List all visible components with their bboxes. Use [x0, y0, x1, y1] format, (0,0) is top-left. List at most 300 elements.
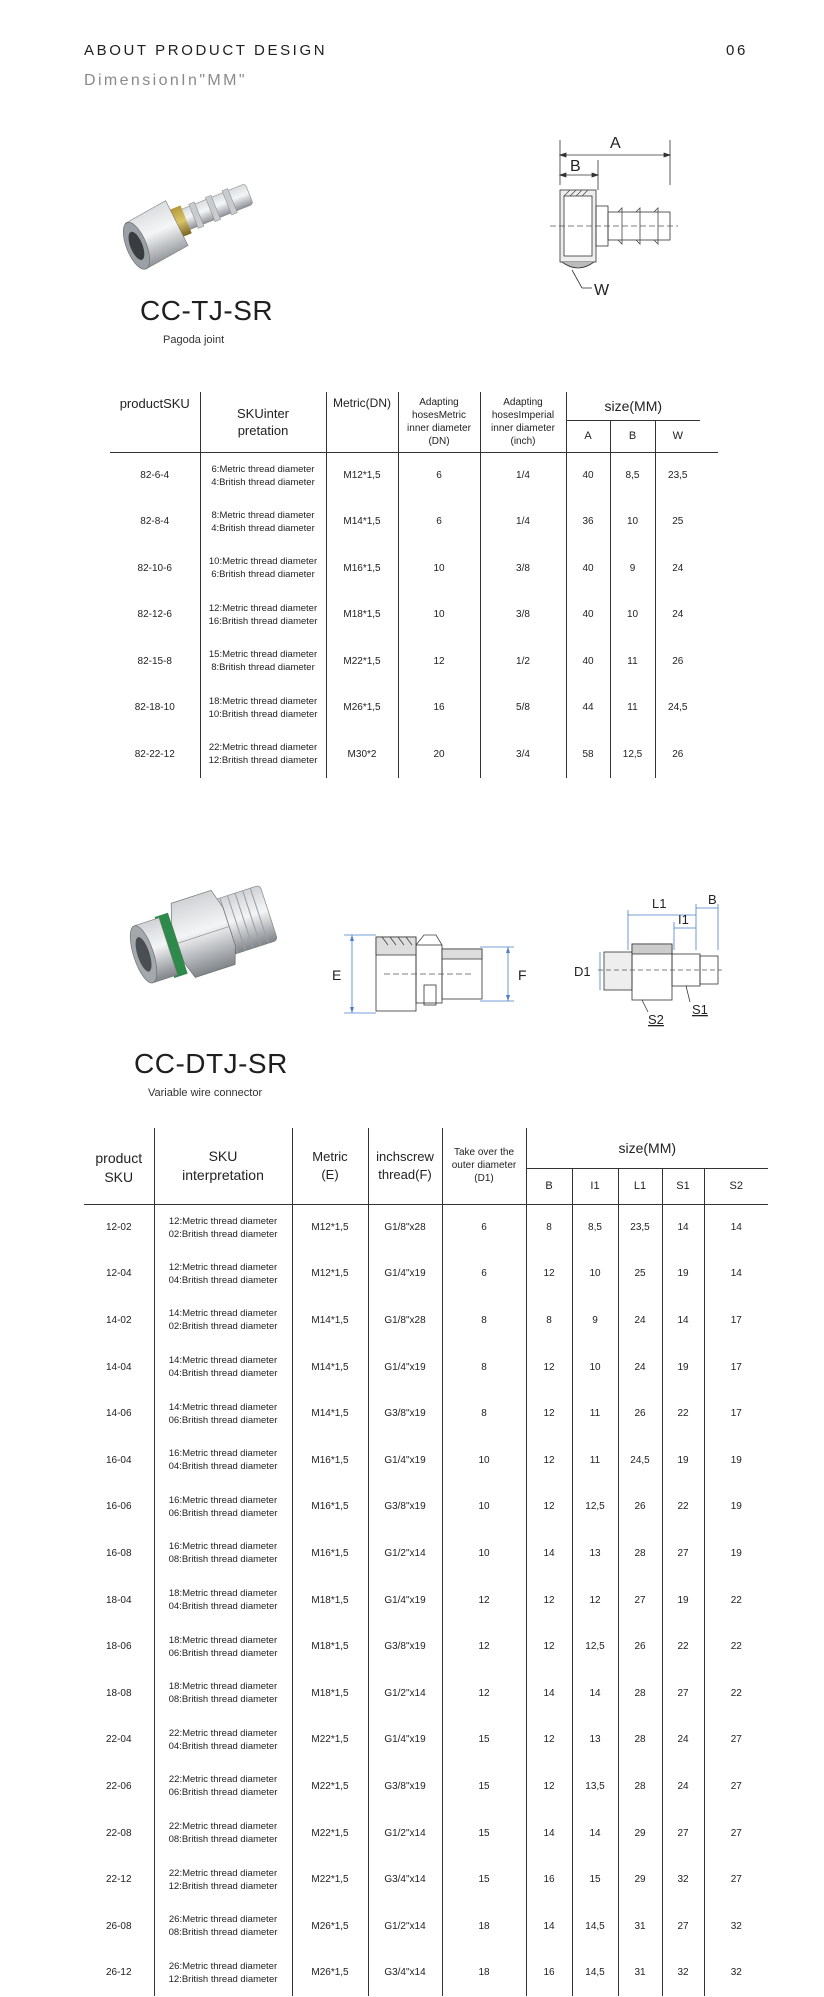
i1-cell: 11 — [572, 1437, 618, 1484]
l1-cell: 31 — [618, 1950, 662, 1997]
inch-thread-cell: G1/8"x28 — [368, 1204, 442, 1251]
b-cell: 8 — [526, 1204, 572, 1251]
inch-cell: 1/2 — [480, 638, 566, 685]
table-row — [110, 638, 718, 685]
inch-thread-cell: G1/8"x28 — [368, 1297, 442, 1344]
interp-line-2: 02:British thread diameter — [168, 1321, 278, 1333]
interp-line-2: 08:British thread diameter — [168, 1834, 278, 1846]
d1-cell: 6 — [442, 1251, 526, 1298]
dim-label-a: A — [610, 135, 621, 152]
col-header-metric-hose: Adapting hosesMetric inner diameter (DN) — [398, 392, 480, 452]
b-cell: 11 — [610, 638, 655, 685]
sku-cell: 26-08 — [105, 1920, 132, 1932]
i1-cell: 11 — [572, 1390, 618, 1437]
interp-line-1: 18:Metric thread diameter — [168, 1634, 278, 1646]
interp-cell — [154, 1484, 292, 1531]
b-cell: 12 — [526, 1484, 572, 1531]
sku-cell: 22-06 — [105, 1780, 132, 1792]
b-cell: 14 — [526, 1903, 572, 1950]
interp-line-1: 22:Metric thread diameter — [168, 1727, 278, 1739]
s2-cell: 19 — [704, 1437, 768, 1484]
d1-cell: 15 — [442, 1810, 526, 1857]
product1-name: CC-TJ-SR — [140, 295, 274, 326]
s2-cell: 19 — [704, 1484, 768, 1531]
sku-cell: 16-08 — [105, 1547, 132, 1559]
interp-line-1: 14:Metric thread diameter — [168, 1401, 278, 1413]
sku-cell: 14-06 — [105, 1408, 132, 1420]
l1-cell: 28 — [618, 1763, 662, 1810]
inch-thread-cell: G1/4"x19 — [368, 1344, 442, 1391]
d1-cell: 12 — [442, 1577, 526, 1624]
l1-cell: 23,5 — [618, 1204, 662, 1251]
l1-cell: 29 — [618, 1810, 662, 1857]
interp-line-2: 6:British thread diameter — [211, 569, 315, 581]
inch-thread-cell: G3/4"x14 — [368, 1856, 442, 1903]
dim-label-b2: B — [708, 892, 717, 907]
b-cell: 12 — [526, 1437, 572, 1484]
col-header-size: size(MM) — [566, 392, 700, 420]
s1-cell: 22 — [662, 1623, 704, 1670]
d1-cell: 18 — [442, 1903, 526, 1950]
metric-cell: M30*2 — [326, 731, 398, 778]
metric-cell: M26*1,5 — [326, 685, 398, 732]
interp-cell — [200, 731, 326, 778]
inch-cell: 5/8 — [480, 685, 566, 732]
metric-cell: M14*1,5 — [292, 1344, 368, 1391]
interp-line-1: 12:Metric thread diameter — [168, 1261, 278, 1273]
w-cell: 24 — [655, 545, 700, 592]
dim-label-s2: S2 — [648, 1012, 664, 1027]
b-cell: 12,5 — [610, 731, 655, 778]
table-row — [84, 1484, 768, 1531]
s1-cell: 14 — [662, 1297, 704, 1344]
row-end — [700, 685, 718, 732]
metric-cell: M14*1,5 — [292, 1390, 368, 1437]
row-end — [700, 452, 718, 499]
inch-cell: 1/4 — [480, 452, 566, 499]
metric-cell: M16*1,5 — [292, 1530, 368, 1577]
i1-cell: 13 — [572, 1530, 618, 1577]
interp-line-1: 26:Metric thread diameter — [168, 1914, 278, 1926]
b-cell: 14 — [526, 1530, 572, 1577]
table-row — [84, 1204, 768, 1251]
l1-cell: 31 — [618, 1903, 662, 1950]
product1-description: Pagoda joint — [163, 334, 225, 346]
interp-cell — [200, 499, 326, 546]
interp-line-1: 15:Metric thread diameter — [208, 649, 318, 661]
b-cell: 8 — [526, 1297, 572, 1344]
metric-cell: M16*1,5 — [326, 545, 398, 592]
interp-cell — [154, 1577, 292, 1624]
s1-cell: 32 — [662, 1950, 704, 1997]
interp-cell — [154, 1344, 292, 1391]
i1-cell: 10 — [572, 1344, 618, 1391]
table-row — [84, 1297, 768, 1344]
dim-label-i1: I1 — [678, 912, 689, 927]
col-header-w: W — [655, 420, 700, 452]
interp-line-1: 14:Metric thread diameter — [168, 1355, 278, 1367]
table-row — [84, 1623, 768, 1670]
inch-thread-cell: G3/8"x19 — [368, 1390, 442, 1437]
b-cell: 12 — [526, 1717, 572, 1764]
interp-line-1: 12:Metric thread diameter — [208, 602, 318, 614]
col-header-s1-2: S1 — [662, 1168, 704, 1204]
d1-cell: 12 — [442, 1623, 526, 1670]
s2-cell: 32 — [704, 1950, 768, 1997]
l1-cell: 28 — [618, 1670, 662, 1717]
sku-cell: 82-22-12 — [134, 748, 175, 760]
s2-cell: 22 — [704, 1670, 768, 1717]
d1-cell: 8 — [442, 1390, 526, 1437]
sku-cell: 14-04 — [105, 1361, 132, 1373]
table-row — [84, 1763, 768, 1810]
sku-cell: 16-04 — [105, 1454, 132, 1466]
b-cell: 8,5 — [610, 452, 655, 499]
metric-cell: M12*1,5 — [292, 1204, 368, 1251]
interp-line-2: 04:British thread diameter — [168, 1368, 278, 1380]
metric-cell: M16*1,5 — [292, 1484, 368, 1531]
metric-cell: M26*1,5 — [292, 1950, 368, 1997]
sku-cell: 22-04 — [105, 1734, 132, 1746]
interp-line-1: 16:Metric thread diameter — [168, 1494, 278, 1506]
i1-cell: 9 — [572, 1297, 618, 1344]
b-cell: 16 — [526, 1950, 572, 1997]
interp-line-2: 12:British thread diameter — [208, 755, 318, 767]
col-header-b: B — [610, 420, 655, 452]
dn-cell: 10 — [398, 592, 480, 639]
interp-line-2: 04:British thread diameter — [168, 1740, 278, 1752]
i1-cell: 15 — [572, 1856, 618, 1903]
interp-line-1: 22:Metric thread diameter — [168, 1774, 278, 1786]
i1-cell: 12 — [572, 1577, 618, 1624]
table-row — [110, 592, 718, 639]
interp-line-1: 12:Metric thread diameter — [168, 1215, 278, 1227]
interp-cell — [154, 1623, 292, 1670]
dn-cell: 10 — [398, 545, 480, 592]
b-cell: 9 — [610, 545, 655, 592]
w-cell: 24,5 — [655, 685, 700, 732]
s1-cell: 24 — [662, 1763, 704, 1810]
interp-line-2: 8:British thread diameter — [211, 662, 315, 674]
metric-cell: M12*1,5 — [326, 452, 398, 499]
interp-line-1: 18:Metric thread diameter — [168, 1588, 278, 1600]
dn-cell: 20 — [398, 731, 480, 778]
col-header-l1-2: L1 — [618, 1168, 662, 1204]
col-header-inch-2: inchscrew thread(F) — [368, 1128, 442, 1204]
b-cell: 10 — [610, 499, 655, 546]
page-number: 06 — [726, 42, 748, 59]
table-row — [84, 1670, 768, 1717]
interp-line-2: 06:British thread diameter — [168, 1787, 278, 1799]
sku-cell: 18-06 — [105, 1641, 132, 1653]
interp-line-2: 10:British thread diameter — [208, 708, 318, 720]
l1-cell: 28 — [618, 1717, 662, 1764]
dn-cell: 6 — [398, 452, 480, 499]
s2-cell: 27 — [704, 1717, 768, 1764]
table-row — [84, 1856, 768, 1903]
a-cell: 44 — [566, 685, 610, 732]
interp-line-2: 08:British thread diameter — [168, 1927, 278, 1939]
l1-cell: 28 — [618, 1530, 662, 1577]
s1-cell: 22 — [662, 1390, 704, 1437]
l1-cell: 26 — [618, 1484, 662, 1531]
table-row — [110, 731, 718, 778]
metric-cell: M22*1,5 — [292, 1810, 368, 1857]
product2-spec-table — [84, 1128, 768, 1996]
sku-cell: 82-15-8 — [137, 655, 172, 667]
interp-line-2: 12:British thread diameter — [168, 1973, 278, 1985]
col-header-size-2: size(MM) — [526, 1128, 768, 1168]
l1-cell: 24 — [618, 1297, 662, 1344]
interp-line-2: 02:British thread diameter — [168, 1228, 278, 1240]
a-cell: 36 — [566, 499, 610, 546]
s1-cell: 22 — [662, 1484, 704, 1531]
interp-cell — [200, 685, 326, 732]
table-row — [110, 685, 718, 732]
inch-thread-cell: G1/4"x19 — [368, 1577, 442, 1624]
metric-cell: M22*1,5 — [292, 1856, 368, 1903]
interp-line-1: 6:Metric thread diameter — [211, 463, 315, 475]
interp-line-2: 04:British thread diameter — [168, 1601, 278, 1613]
inch-cell: 3/8 — [480, 592, 566, 639]
d1-cell: 18 — [442, 1950, 526, 1997]
a-cell: 40 — [566, 638, 610, 685]
b-cell: 12 — [526, 1251, 572, 1298]
i1-cell: 14 — [572, 1670, 618, 1717]
dim-label-e: E — [332, 967, 342, 983]
interp-line-1: 8:Metric thread diameter — [211, 509, 315, 521]
metric-cell: M22*1,5 — [326, 638, 398, 685]
sku-cell: 12-02 — [105, 1222, 132, 1234]
table-row — [84, 1903, 768, 1950]
interp-line-2: 04:British thread diameter — [168, 1274, 278, 1286]
w-cell: 23,5 — [655, 452, 700, 499]
i1-cell: 12,5 — [572, 1623, 618, 1670]
col-header-interp-2: SKU interpretation — [154, 1128, 292, 1204]
col-header-s2-2: S2 — [704, 1168, 768, 1204]
dim-label-d1: D1 — [574, 964, 591, 979]
i1-cell: 14,5 — [572, 1903, 618, 1950]
s2-cell: 17 — [704, 1344, 768, 1391]
metric-cell: M18*1,5 — [292, 1623, 368, 1670]
s2-cell: 17 — [704, 1390, 768, 1437]
interp-cell — [154, 1717, 292, 1764]
s1-cell: 27 — [662, 1670, 704, 1717]
interp-cell — [154, 1856, 292, 1903]
interp-line-1: 18:Metric thread diameter — [208, 695, 318, 707]
a-cell: 40 — [566, 592, 610, 639]
l1-cell: 24 — [618, 1344, 662, 1391]
dim-label-s1: S1 — [692, 1002, 708, 1017]
s1-cell: 14 — [662, 1204, 704, 1251]
b-cell: 14 — [526, 1810, 572, 1857]
table-row — [84, 1390, 768, 1437]
interp-line-2: 08:British thread diameter — [168, 1694, 278, 1706]
b-cell: 12 — [526, 1390, 572, 1437]
interp-line-1: 14:Metric thread diameter — [168, 1308, 278, 1320]
i1-cell: 14,5 — [572, 1950, 618, 1997]
b-cell: 12 — [526, 1623, 572, 1670]
metric-cell: M22*1,5 — [292, 1763, 368, 1810]
metric-cell: M16*1,5 — [292, 1437, 368, 1484]
interp-cell — [154, 1903, 292, 1950]
sku-cell: 16-06 — [105, 1501, 132, 1513]
sku-cell: 82-18-10 — [134, 702, 175, 714]
s2-cell: 17 — [704, 1297, 768, 1344]
interp-cell — [154, 1390, 292, 1437]
d1-cell: 10 — [442, 1437, 526, 1484]
table-row — [84, 1950, 768, 1997]
col-header-imperial-hose: Adapting hosesImperial inner diameter (inch) — [480, 392, 566, 452]
interp-cell — [154, 1437, 292, 1484]
d1-cell: 15 — [442, 1856, 526, 1903]
b-cell: 12 — [526, 1344, 572, 1391]
i1-cell: 13,5 — [572, 1763, 618, 1810]
inch-cell: 3/8 — [480, 545, 566, 592]
d1-cell: 12 — [442, 1670, 526, 1717]
col-header-interp: SKUinter pretation — [200, 392, 326, 452]
interp-cell — [200, 452, 326, 499]
s1-cell: 19 — [662, 1251, 704, 1298]
l1-cell: 26 — [618, 1623, 662, 1670]
i1-cell: 14 — [572, 1810, 618, 1857]
s1-cell: 19 — [662, 1344, 704, 1391]
b-cell: 12 — [526, 1577, 572, 1624]
b-cell: 14 — [526, 1670, 572, 1717]
interp-line-2: 4:British thread diameter — [211, 522, 315, 534]
b-cell: 11 — [610, 685, 655, 732]
table-row — [84, 1717, 768, 1764]
interp-cell — [154, 1810, 292, 1857]
s2-cell: 19 — [704, 1530, 768, 1577]
b-cell: 12 — [526, 1763, 572, 1810]
pagoda-joint-photo — [118, 168, 268, 278]
inch-thread-cell: G1/4"x19 — [368, 1437, 442, 1484]
dim-label-w: W — [594, 282, 610, 299]
metric-cell: M12*1,5 — [292, 1251, 368, 1298]
col-header-sku-2: product SKU — [84, 1128, 154, 1204]
row-end — [700, 731, 718, 778]
variable-wire-connector-photo — [126, 868, 286, 998]
interp-cell — [154, 1670, 292, 1717]
sku-cell: 14-02 — [105, 1314, 132, 1326]
interp-line-1: 16:Metric thread diameter — [168, 1448, 278, 1460]
product2-name: CC-DTJ-SR — [134, 1048, 288, 1079]
s1-cell: 27 — [662, 1810, 704, 1857]
s2-cell: 22 — [704, 1577, 768, 1624]
w-cell: 26 — [655, 638, 700, 685]
s2-cell: 27 — [704, 1810, 768, 1857]
col-header-outer-2: Take over the outer diameter (D1) — [442, 1128, 526, 1204]
table-row — [110, 452, 718, 499]
interp-line-2: 16:British thread diameter — [208, 615, 318, 627]
w-cell: 24 — [655, 592, 700, 639]
interp-line-1: 26:Metric thread diameter — [168, 1960, 278, 1972]
interp-line-1: 16:Metric thread diameter — [168, 1541, 278, 1553]
s2-cell: 27 — [704, 1856, 768, 1903]
interp-line-1: 18:Metric thread diameter — [168, 1681, 278, 1693]
interp-cell — [154, 1950, 292, 1997]
col-header-i1-2: I1 — [572, 1168, 618, 1204]
sku-cell: 82-8-4 — [140, 516, 170, 528]
s1-cell: 27 — [662, 1530, 704, 1577]
col-header-a: A — [566, 420, 610, 452]
s1-cell: 27 — [662, 1903, 704, 1950]
metric-cell: M26*1,5 — [292, 1903, 368, 1950]
metric-cell: M14*1,5 — [326, 499, 398, 546]
connector-side-diagram — [570, 890, 730, 1030]
metric-cell: M18*1,5 — [292, 1577, 368, 1624]
a-cell: 40 — [566, 545, 610, 592]
interp-line-1: 10:Metric thread diameter — [208, 556, 318, 568]
i1-cell: 10 — [572, 1251, 618, 1298]
s2-cell: 14 — [704, 1204, 768, 1251]
l1-cell: 25 — [618, 1251, 662, 1298]
sku-cell: 22-08 — [105, 1827, 132, 1839]
table-row — [110, 545, 718, 592]
pagoda-joint-diagram — [540, 130, 680, 305]
metric-cell: M18*1,5 — [326, 592, 398, 639]
interp-cell — [200, 638, 326, 685]
interp-line-2: 04:British thread diameter — [168, 1461, 278, 1473]
inch-thread-cell: G1/2"x14 — [368, 1530, 442, 1577]
interp-line-2: 12:British thread diameter — [168, 1880, 278, 1892]
w-cell: 26 — [655, 731, 700, 778]
col-header-sku: productSKU — [110, 392, 200, 452]
s1-cell: 24 — [662, 1717, 704, 1764]
table-row — [84, 1810, 768, 1857]
inch-thread-cell: G1/4"x19 — [368, 1717, 442, 1764]
interp-cell — [154, 1204, 292, 1251]
interp-cell — [200, 545, 326, 592]
i1-cell: 13 — [572, 1717, 618, 1764]
sku-cell: 82-6-4 — [140, 470, 170, 481]
dn-cell: 16 — [398, 685, 480, 732]
s2-cell: 22 — [704, 1623, 768, 1670]
dn-cell: 6 — [398, 499, 480, 546]
b-cell: 16 — [526, 1856, 572, 1903]
s2-cell: 32 — [704, 1903, 768, 1950]
inch-cell: 3/4 — [480, 731, 566, 778]
d1-cell: 10 — [442, 1530, 526, 1577]
metric-cell: M22*1,5 — [292, 1717, 368, 1764]
row-end — [700, 638, 718, 685]
sku-cell: 22-12 — [105, 1874, 132, 1886]
l1-cell: 29 — [618, 1856, 662, 1903]
d1-cell: 15 — [442, 1717, 526, 1764]
interp-cell — [200, 592, 326, 639]
s1-cell: 32 — [662, 1856, 704, 1903]
l1-cell: 26 — [618, 1390, 662, 1437]
inch-thread-cell: G1/2"x14 — [368, 1670, 442, 1717]
w-cell: 25 — [655, 499, 700, 546]
d1-cell: 8 — [442, 1297, 526, 1344]
sku-cell: 82-12-6 — [137, 609, 172, 621]
connector-front-diagram — [332, 915, 532, 1015]
row-end — [700, 545, 718, 592]
inch-thread-cell: G1/4"x19 — [368, 1251, 442, 1298]
l1-cell: 24,5 — [618, 1437, 662, 1484]
table-row — [84, 1437, 768, 1484]
interp-cell — [154, 1763, 292, 1810]
d1-cell: 10 — [442, 1484, 526, 1531]
product1-spec-table — [110, 392, 718, 778]
interp-line-1: 22:Metric thread diameter — [168, 1867, 278, 1879]
interp-line-2: 4:British thread diameter — [211, 476, 315, 488]
s2-cell: 27 — [704, 1763, 768, 1810]
d1-cell: 8 — [442, 1344, 526, 1391]
metric-cell: M14*1,5 — [292, 1297, 368, 1344]
